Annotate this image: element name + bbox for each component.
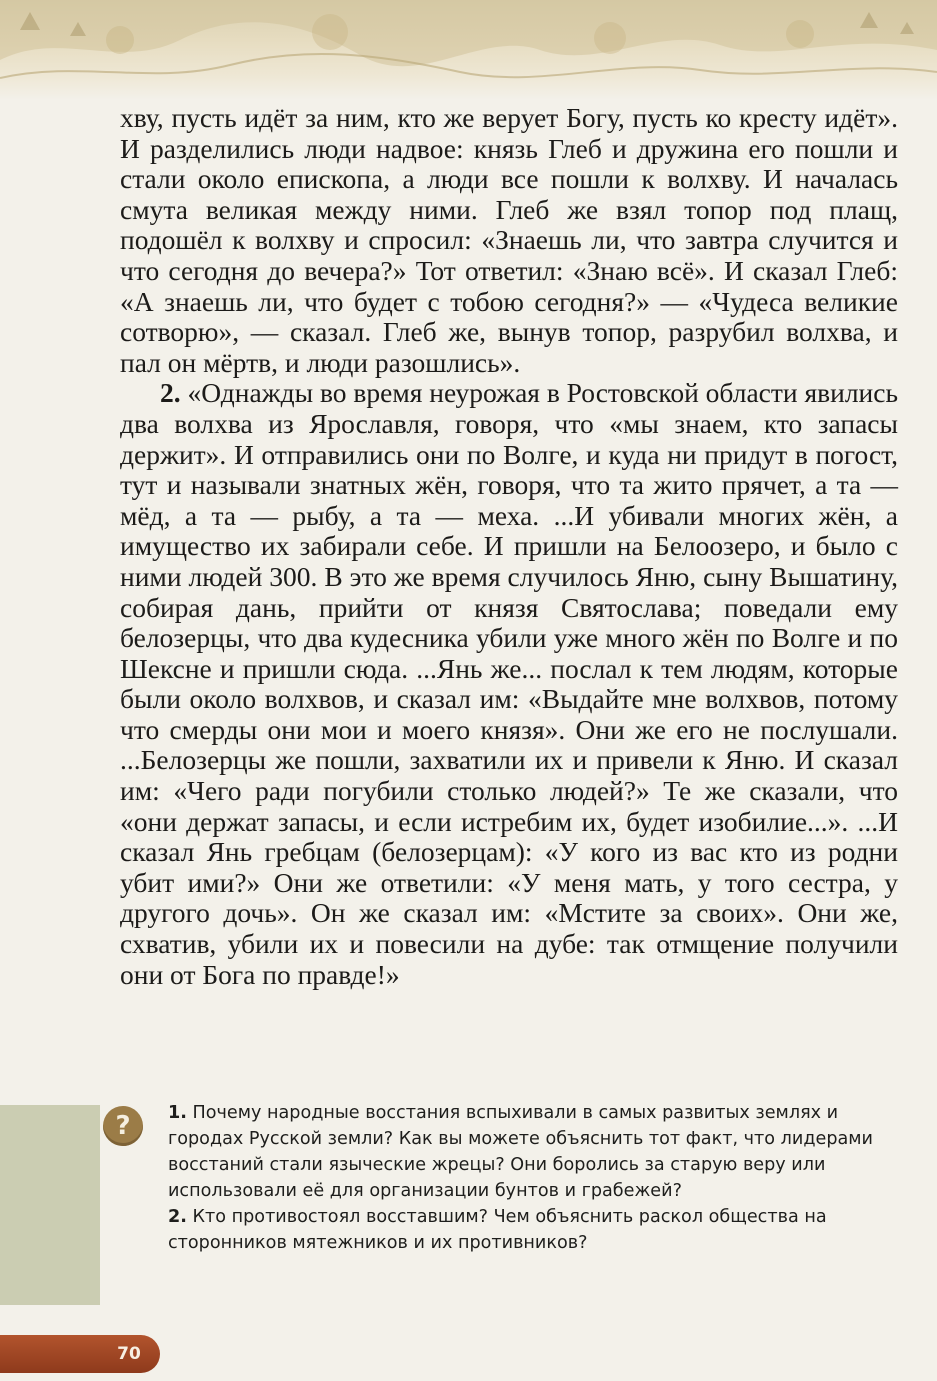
question-2-number: 2. (168, 1207, 187, 1227)
decorative-header-band (0, 0, 937, 100)
question-2 (168, 1204, 898, 1256)
main-text (120, 103, 898, 990)
questions-side-panel (0, 1105, 100, 1305)
question-2-text: Кто противостоял восставшим? Чем объяснить раскол общества на сторонников мятежников и их противников? (168, 1207, 827, 1253)
paragraph-2 (120, 378, 898, 990)
paragraph-1: хву, пусть идёт за ним, кто же верует Богу, пусть ко кресту идёт». И разделились люди надвое: князь Глеб и дружина его пошли и стали около епископа, а люди все пошли к волхву. И началась смута великая между ними. Глеб же взял топор под плащ, подошёл к волхву и спросил: «Знаешь ли, что завтра случится и что сегодня до вечера?» Тот ответил: «Знаю всё». И сказал Глеб: «А знаешь ли, что будет с тобою сегодня?» — «Чудеса великие сотворю», — сказал. Глеб же, вынув топор, разрубил волхва, и пал он мёртв, и люди разошлись». (120, 102, 898, 378)
questions-block (168, 1100, 898, 1256)
page-number: 70 (117, 1344, 141, 1364)
question-1 (168, 1100, 898, 1204)
question-mark-icon: ? (103, 1106, 143, 1146)
header-ornament-icon (0, 0, 937, 100)
paragraph-2-text: «Однажды во время неурожая в Ростовской области явились два волхва из Ярославля, говоря, что «мы знаем, кто запасы держит». И отправились они по Волге, и куда ни придут в погост, тут и называли знатных жён, говоря, что та жито прячет, а та — мёд, а та — рыбу, а та — меха. ...И убивали многих жён, а имущество их забирали себе. И пришли на Белоозеро, и было с ними людей 300. В это же время случилось Яню, сыну Вышатину, собирая дань, прийти от князя Святослава; поведали ему белозерцы, что два кудесника убили уже много жён по Волге и по Шексне и пришли сюда. ...Янь же... послал к тем людям, которые были около волхвов, и сказал им: «Выдайте мне волхвов, потому что смерды они мои и моего князя». Они же его не послушали. ...Белозерцы же пошли, захватили их и привели к Яню. И сказал им: «Чего ради погубили столько людей?» Те же сказали, что «они держат запасы, и если истребим их, будет изобилие...». ...И сказал Янь гребцам (белозерцам): «У кого из вас кто из родни убит ими?» Они же ответили: «У меня мать, у того сестра, у другого дочь». Он же сказал им: «Мстите за своих». Они же, схватив, убили их и повесили на дубе: так отмщение получили они от Бога по правде!» (120, 377, 899, 990)
question-1-text: Почему народные восстания вспыхивали в самых развитых землях и городах Русской земли? Как вы можете объяснить тот факт, что лидерами восстаний стали языческие жрецы? Они боролись за старую веру или использовали её для организации бунтов и грабежей? (168, 1103, 873, 1201)
question-1-number: 1. (168, 1103, 187, 1123)
paragraph-2-number: 2. (160, 377, 181, 409)
